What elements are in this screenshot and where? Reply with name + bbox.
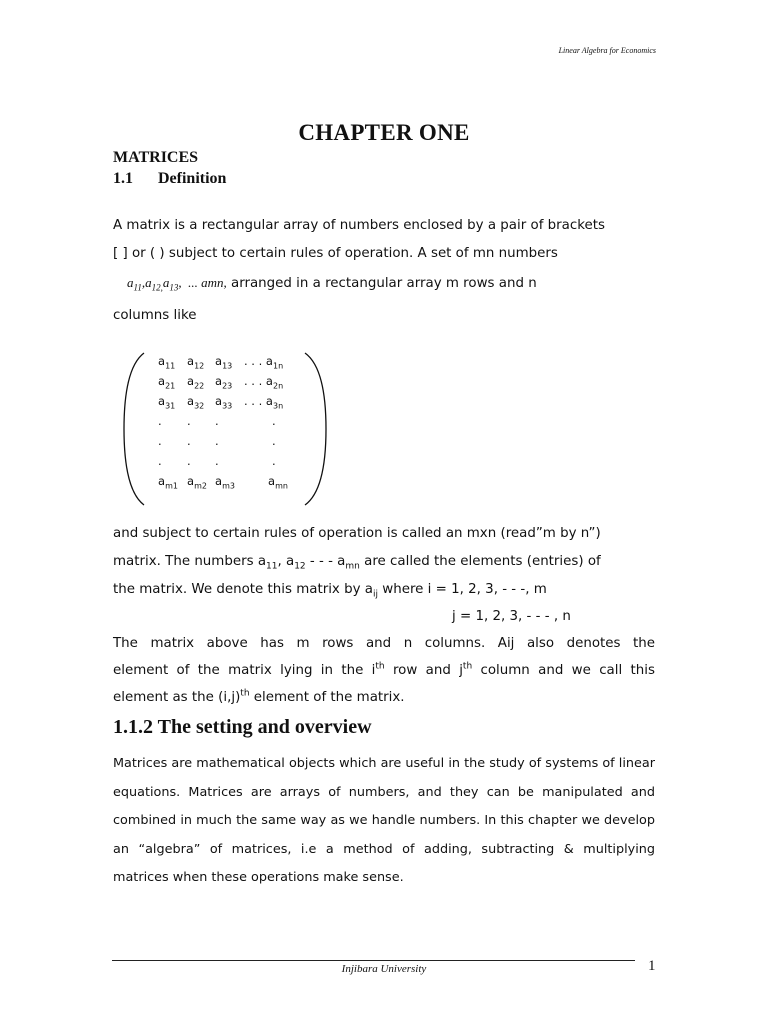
text-fragment: element of the matrix lying in the i: [113, 663, 376, 678]
text-fragment: where i = 1, 2, 3, - - -, m: [378, 582, 547, 597]
footer-divider: [112, 960, 635, 961]
matrix-entry: .: [187, 414, 191, 428]
matrix-entry: .: [158, 454, 162, 468]
definition-line-1: A matrix is a rectangular array of numbers enclosed by a pair of brackets: [113, 218, 605, 233]
elements-formula: $a_{11},a_{12,}a_{13}$, ...: [127, 275, 202, 293]
matrix-entry: .: [158, 434, 162, 448]
matrix-entry: .: [187, 434, 191, 448]
matrix-entry: .: [215, 454, 219, 468]
definition-line-3: [113, 269, 537, 298]
footer-university: Injibara University: [341, 963, 427, 975]
text-fragment: element of the matrix.: [249, 690, 405, 705]
matrix-entry: . . . $a_{2n}$: [244, 374, 284, 391]
after-matrix-line-7: element as the $(i,j)^{th}$ element of the matrix.: [113, 688, 405, 705]
running-header: Linear Algebra for Economics: [558, 46, 656, 55]
matrix-entry: $a_{mn}$: [268, 474, 288, 491]
text-fragment: matrix. The numbers a: [113, 554, 267, 569]
matrix-entry: $a_{12}$: [187, 354, 205, 371]
matrix-entry: . . . $a_{3n}$: [244, 394, 284, 411]
elements-list: amn,: [201, 275, 227, 290]
overview-heading: 1.1.2 The setting and overview: [113, 716, 372, 738]
matrix-entry: .: [272, 434, 276, 448]
matrix-entry: $a_{11}$: [158, 354, 176, 371]
after-matrix-line-5: The matrix above has m rows and n columns. Aij also denotes the: [113, 636, 655, 651]
text-fragment: column and we call this: [472, 663, 655, 678]
text-fragment: element as the (i,j): [113, 690, 241, 705]
chapter-title: CHAPTER ONE: [298, 120, 470, 145]
matrix-entry: $a_{13}$: [215, 354, 233, 371]
after-matrix-line-6: element of the matrix lying in the $i^{th}$ row and $j^{th}$ column and we call this: [113, 661, 655, 678]
text-fragment: the matrix. We denote this matrix by a: [113, 582, 373, 597]
matrix-entry: .: [187, 454, 191, 468]
matrix-entry: .: [215, 434, 219, 448]
page-number: 1: [648, 958, 656, 974]
matrix-entry: $a_{22}$: [187, 374, 205, 391]
matrix-entry: . . . $a_{1n}$: [244, 354, 284, 371]
matrix-entry: .: [272, 454, 276, 468]
matrix-entry: .: [272, 414, 276, 428]
after-matrix-line-4: j = 1, 2, 3, - - - , n: [452, 609, 571, 624]
topic-heading: MATRICES: [113, 149, 199, 166]
text-fragment: row and j: [384, 663, 463, 678]
section-number: 1.1: [113, 170, 133, 187]
matrix-entry: $a_{33}$: [215, 394, 233, 411]
section-title: Definition: [158, 170, 227, 187]
definition-line-4: columns like: [113, 308, 197, 323]
after-matrix-line-2: matrix. The numbers $a_{11}$, $a_{12}$ - - - $a_{mn}$ are called the elements (entries) of: [113, 554, 601, 572]
matrix-entry: .: [215, 414, 219, 428]
matrix-entry: $a_{31}$: [158, 394, 176, 411]
overview-paragraph: Matrices are mathematical objects which are useful in the study of systems of linear equations. Matrices are arrays of numbers, and they can be manipulated and combined in much the same way as we handle numbers. In this chapter we develop an “algebra” of matrices, i.e a method of adding, subtracting & multiplying matrices when these operations make sense.: [113, 756, 655, 885]
matrix-entry: $a_{m1}$: [158, 474, 178, 491]
matrix-entry: $a_{21}$: [158, 374, 176, 391]
after-matrix-line-1: and subject to certain rules of operation is called an mxn (read”m by n”): [113, 526, 601, 541]
section-heading: [113, 170, 226, 188]
text-fragment: , a: [277, 554, 295, 569]
matrix-entry: .: [158, 414, 162, 428]
matrix-entry: $a_{m3}$: [215, 474, 235, 491]
after-matrix-line-3: the matrix. We denote this matrix by $a_{ij}$ where i = 1, 2, 3, - - -, m: [113, 582, 547, 600]
text-fragment: are called the elements (entries) of: [359, 554, 601, 569]
matrix-entry: $a_{m2}$: [187, 474, 207, 491]
definition-line-3-rest: arranged in a rectangular array m rows and n: [226, 276, 537, 291]
matrix-display: [122, 350, 332, 508]
matrix-entry: $a_{23}$: [215, 374, 233, 391]
text-fragment: - - - a: [305, 554, 346, 569]
matrix-entry: $a_{32}$: [187, 394, 205, 411]
definition-line-2: [ ] or ( ) subject to certain rules of operation. A set of mn numbers: [113, 246, 558, 261]
